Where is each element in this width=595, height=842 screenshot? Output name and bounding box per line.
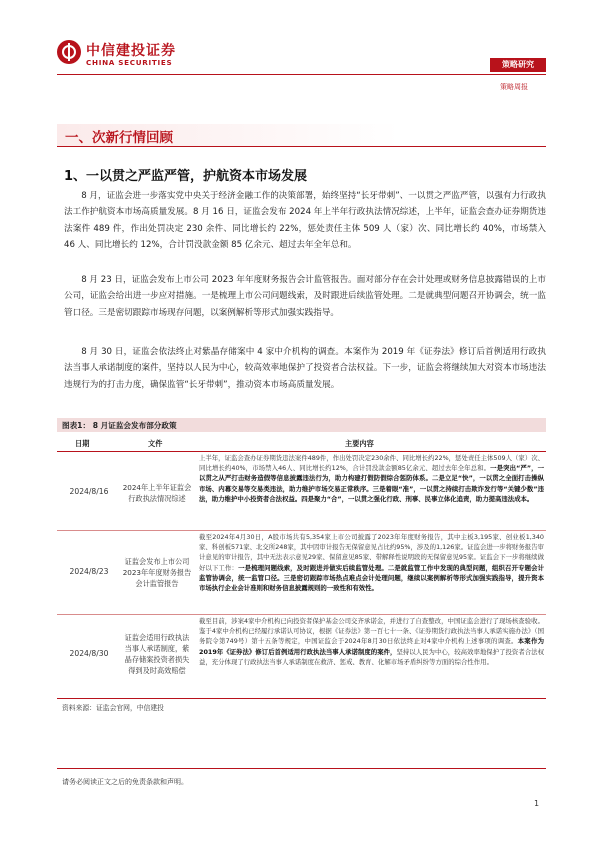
table-bottom-rule xyxy=(57,698,546,699)
logo-chinese-name: 中信建投证券 xyxy=(86,43,176,59)
content-emphasis: 本案作为2019年《证券法》修订后首例适用行政执法当事人承诺制度的案件， xyxy=(199,637,544,656)
content-text: 截至2024年4月30日，A股市场共有5,354家上市公司披露了2023年年度财务报告，其中主板3,195家、创业板1,340家、科创板571家、北交所248家，其中因审计报告无保留意见占比约95%，涉及的1,126家。证监会进一步将财务报告审计意见的审计报告，其中无法表示意见29家、保留意见85家、带解释性说明段的无保留意见95家。证监会下一步将继续做好以下工作： xyxy=(199,533,544,572)
body-paragraph-1: 8 月，证监会进一步落实党中央关于经济金融工作的决策部署，始终坚持“长牙带刺”、一以贯之严监严管，以强有力行政执法工作护航资本市场高质量发展。8 月 16 日，证监会发布 2024 年上半年行政执法情况综述，上半年，证监会查办证券期货违法案件 489 件，作出处罚决定 230 余件、同比增长约 22%，惩处责任主体 509 人（家）次、同比增长约 40%，市场禁入 46 人、同比增长约 12%，合计罚没款金额 85 亿余元、超过去年全年总和。 xyxy=(64,191,546,251)
table-cell-file: 2024年上半年证监会行政执法情况综述 xyxy=(122,483,192,503)
footer-disclaimer: 请务必阅读正文之后的免责条款和声明。 xyxy=(62,778,188,786)
report-subcategory: 策略周报 xyxy=(500,83,528,91)
body-paragraph-3: 8 月 30 日，证监会依法终止对紫晶存储案中 4 家中介机构的调查。本案作为 2019 年《证券法》修订后首例适用行政执法当事人承诺制度的案件，坚持以人民为中心，较高效率地保护了投资者合法权益。下一步，证监会将继续加大对资本市场违法违规行为的打击力度，确保监管“长牙带刺”，推动资本市场高质量发展。 xyxy=(64,347,546,390)
page-number: 1 xyxy=(534,799,540,808)
column-header-date: 日期 xyxy=(75,439,90,448)
table-cell-content xyxy=(199,453,544,504)
column-header-file: 文件 xyxy=(148,439,163,448)
figure-title: 图表1： 8 月证监会发布部分政策 xyxy=(62,421,177,430)
company-logo-icon xyxy=(57,40,81,64)
table-cell-file: 证监会适用行政执法当事人承诺制度，紫晶存储案投资者损失得到及时高效赔偿 xyxy=(124,633,190,675)
section-title: 一、次新行情回顾 xyxy=(65,130,173,146)
table-cell-content xyxy=(199,616,544,667)
table-cell-date: 2024/8/23 xyxy=(69,567,109,576)
header-divider xyxy=(57,74,546,75)
table-cell-date: 2024/8/16 xyxy=(69,487,109,496)
subsection-title: 1、一以贯之严监严管，护航资本市场发展 xyxy=(64,169,308,184)
logo-english-name: CHINA SECURITIES xyxy=(86,58,173,67)
report-category-tag: 策略研究 xyxy=(490,58,546,72)
content-emphasis: 一是突出“严”，一以贯之从严打击财务造假等信息披露违法行为，助力构建打假防假综合惩防体系。二是立足“快”，一以贯之全面打击操纵市场、内幕交易等交易类违法，助力维护市场交易正常秩序。三是着眼“准”，一以贯之持续打击欺诈发行等“关键少数”违法，助力维护中小投资者合法权益。四是聚力“合”，一以贯之强化行政、刑事、民事立体化追责，助力提高违法成本。 xyxy=(199,464,545,503)
body-paragraph-2: 8 月 23 日，证监会发布上市公司 2023 年年度财务报告会计监管报告。面对部分存在会计处理或财务信息披露错误的上市公司，证监会给出进一步应对措施。一是梳理上市公司问题线索，及时跟进后续监管处理。二是就典型问题召开协调会，统一监管口径。三是密切跟踪市场现存问题，以案例解析等形式加强实践指导。 xyxy=(64,275,546,318)
table-cell-file: 证监会发布上市公司2023年年度财务报告会计监管报告 xyxy=(122,557,192,588)
content-text: 截至目前，涉案4家中介机构已向投资者保护基金公司交齐承诺金，并进行了自查整改，中国证监会进行了现场核查验收。鉴于4家中介机构已经履行承诺认可协议，根据《证券法》第一百七十一条、《证券期货行政执法当事人承诺实施办法》（国务院令第749号）第十五条等规定，中国证监会于2024年8月30日依法终止对4家中介机构上述事项的调查。 xyxy=(199,617,544,646)
footer-divider xyxy=(57,768,546,769)
figure-source: 资料来源：证监会官网，中信建投 xyxy=(62,704,164,712)
column-header-content: 主要内容 xyxy=(345,439,374,448)
table-cell-date: 2024/8/30 xyxy=(69,649,109,658)
content-text: 上半年，证监会查办证券期货违法案件489件，作出处罚决定230余件、同比增长约22%，惩处责任主体509人（家）次、同比增长约40%，市场禁入46人、同比增长约12%，合计罚没款金额85亿余元、超过去年全年总和。 xyxy=(199,454,544,473)
content-text-tail: 坚持以人民为中心，较高效率地保护了投资者合法权益，充分体现了行政执法当事人承诺制度在救济、惩戒、教育、化解市场矛盾纠纷等方面的综合性作用。 xyxy=(199,647,544,666)
content-emphasis: 一是梳理问题线索，及时跟进并做实后续监管处理。二是就监管工作中发现的典型问题，组织召开专题会计监管协调会，统一监管口径。三是密切跟踪市场热点难点会计处理问题，继续以案例解析等形式加强实践指导，提升资本市场执行企业会计准则和财务信息披露规则的一致性和有效性。 xyxy=(199,563,545,593)
table-header xyxy=(57,437,546,452)
table-cell-content xyxy=(199,532,544,593)
